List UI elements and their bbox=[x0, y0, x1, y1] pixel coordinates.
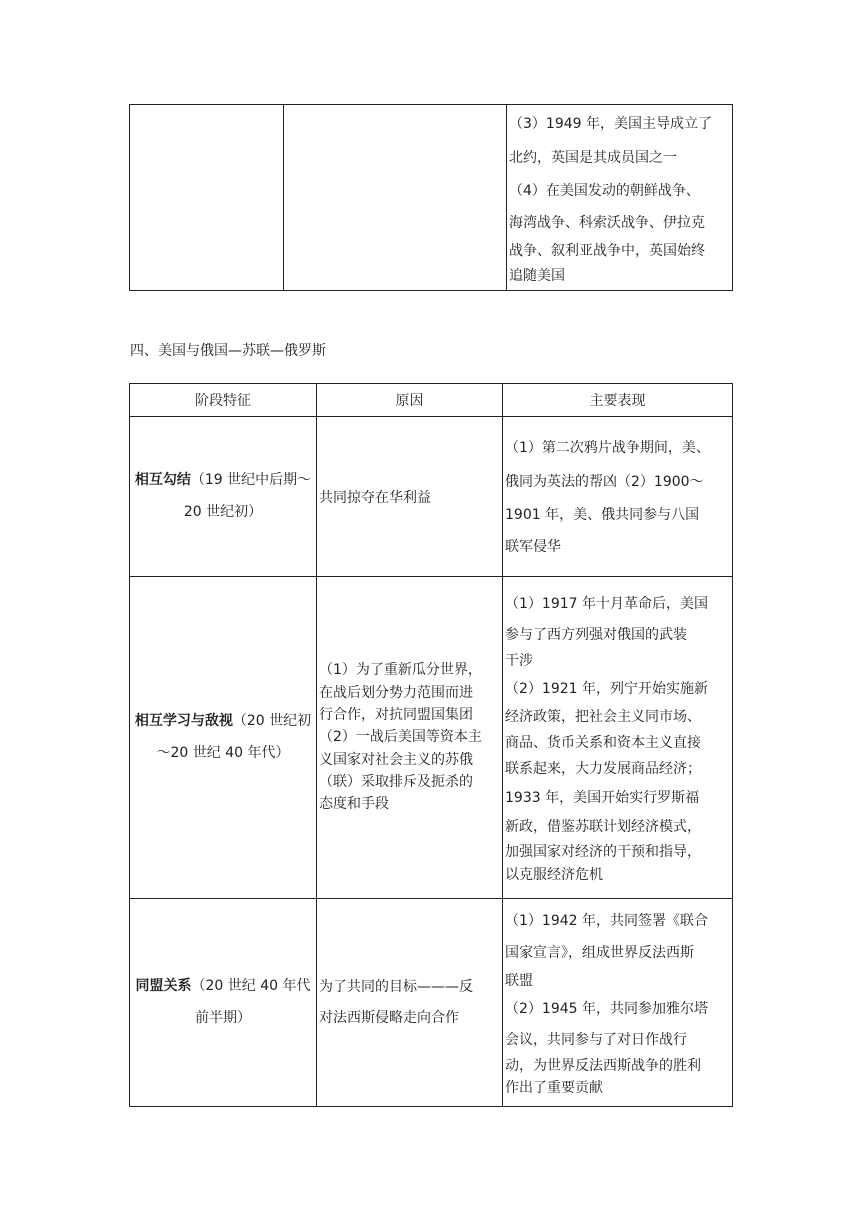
text-line: 新政，借鉴苏联计划经济模式， bbox=[505, 819, 701, 836]
text-line: 俄同为英法的帮凶（2）1900～ bbox=[505, 473, 704, 490]
cause-cell bbox=[317, 417, 503, 577]
text-line: 以克服经济危机 bbox=[505, 866, 603, 883]
stage-cell bbox=[130, 577, 317, 899]
text-line: 为了共同的目标———反 bbox=[319, 978, 473, 995]
table-header-row bbox=[130, 384, 733, 417]
column-header: 原因 bbox=[317, 384, 503, 417]
stage-cell bbox=[130, 899, 317, 1107]
column-header: 主要表现 bbox=[503, 384, 733, 417]
text-line: 联系起来，大力发展商品经济； bbox=[505, 760, 701, 777]
text-line: 国家宣言》，组成世界反法西斯 bbox=[505, 945, 694, 962]
table-row bbox=[130, 577, 733, 899]
manifest-cell bbox=[503, 417, 733, 577]
stage-name: 相互学习与敌视 bbox=[134, 713, 233, 729]
cause-cell bbox=[317, 899, 503, 1107]
stage-period: （19 世纪中后期～20 世纪初） bbox=[183, 472, 312, 520]
text-line: （3）1949 年，美国主导成立了 bbox=[509, 115, 712, 132]
text-line: 联军侵华 bbox=[505, 538, 561, 555]
text-line: （1）1917 年十月革命后，美国 bbox=[505, 595, 708, 612]
text-line: （1）为了重新瓜分世界， bbox=[319, 662, 482, 679]
stage-period: （20 世纪 40 年代前半期） bbox=[191, 978, 311, 1026]
text-line: 干涉 bbox=[505, 653, 533, 670]
stage-name: 相互勾结 bbox=[134, 472, 191, 488]
text-line: 参与了西方列强对俄国的武装 bbox=[505, 626, 687, 643]
text-line: 作出了重要贡献 bbox=[505, 1080, 603, 1097]
text-line: 动，为世界反法西斯战争的胜利 bbox=[505, 1057, 701, 1074]
stage-period: （20 世纪初～20 世纪 40 年代） bbox=[156, 713, 312, 761]
text-line: 对法西斯侵略走向合作 bbox=[319, 1009, 459, 1026]
manifest-cell bbox=[503, 899, 733, 1107]
text-line: （2）一战后美国等资本主 bbox=[319, 729, 482, 746]
relations-table bbox=[129, 383, 733, 1107]
table-row bbox=[130, 105, 733, 291]
text-line: 联盟 bbox=[505, 972, 533, 989]
section-title: 四、美国与俄国—苏联—俄罗斯 bbox=[130, 343, 326, 359]
cause-text: 共同掠夺在华利益 bbox=[319, 489, 431, 506]
text-line: （1）第二次鸦片战争期间，美、 bbox=[505, 440, 710, 457]
text-line: 义国家对社会主义的苏俄 bbox=[319, 751, 473, 768]
text-line: （4）在美国发动的朝鲜战争、 bbox=[509, 183, 700, 200]
text-line: 会议，共同参与了对日作战行 bbox=[505, 1031, 687, 1048]
text-line: 1901 年，美、俄共同参与八国 bbox=[505, 507, 700, 524]
text-line: 在战后划分势力范围而进 bbox=[319, 684, 473, 701]
table-row bbox=[130, 417, 733, 577]
text-line: （2）1945 年，共同参加雅尔塔 bbox=[505, 1001, 708, 1018]
text-line: （1）1942 年，共同签署《联合 bbox=[505, 913, 708, 930]
text-line: 行合作，对抗同盟国集团 bbox=[319, 706, 473, 723]
column-header: 阶段特征 bbox=[130, 384, 317, 417]
empty-cell bbox=[284, 105, 507, 291]
text-line: 北约，英国是其成员国之一 bbox=[509, 149, 677, 166]
stage-name: 同盟关系 bbox=[135, 978, 192, 994]
text-line: 海湾战争、科索沃战争、伊拉克 bbox=[509, 214, 705, 231]
text-line: 战争、叙利亚战争中，英国始终 bbox=[509, 243, 705, 260]
text-line: 态度和手段 bbox=[319, 796, 389, 813]
empty-cell bbox=[130, 105, 284, 291]
continuation-table bbox=[129, 104, 733, 291]
text-line: 经济政策，把社会主义同市场、 bbox=[505, 708, 701, 725]
text-line: 追随美国 bbox=[509, 267, 565, 284]
stage-cell bbox=[130, 417, 317, 577]
text-line: （2）1921 年，列宁开始实施新 bbox=[505, 681, 708, 698]
manifest-cell bbox=[503, 577, 733, 899]
text-line: 加强国家对经济的干预和指导， bbox=[505, 844, 701, 861]
manifest-cell bbox=[507, 105, 733, 291]
table-row bbox=[130, 899, 733, 1107]
cause-cell bbox=[317, 577, 503, 899]
text-line: 商品、货币关系和资本主义直接 bbox=[505, 734, 701, 751]
text-line: （联）采取排斥及扼杀的 bbox=[319, 774, 473, 791]
text-line: 1933 年，美国开始实行罗斯福 bbox=[505, 789, 700, 806]
